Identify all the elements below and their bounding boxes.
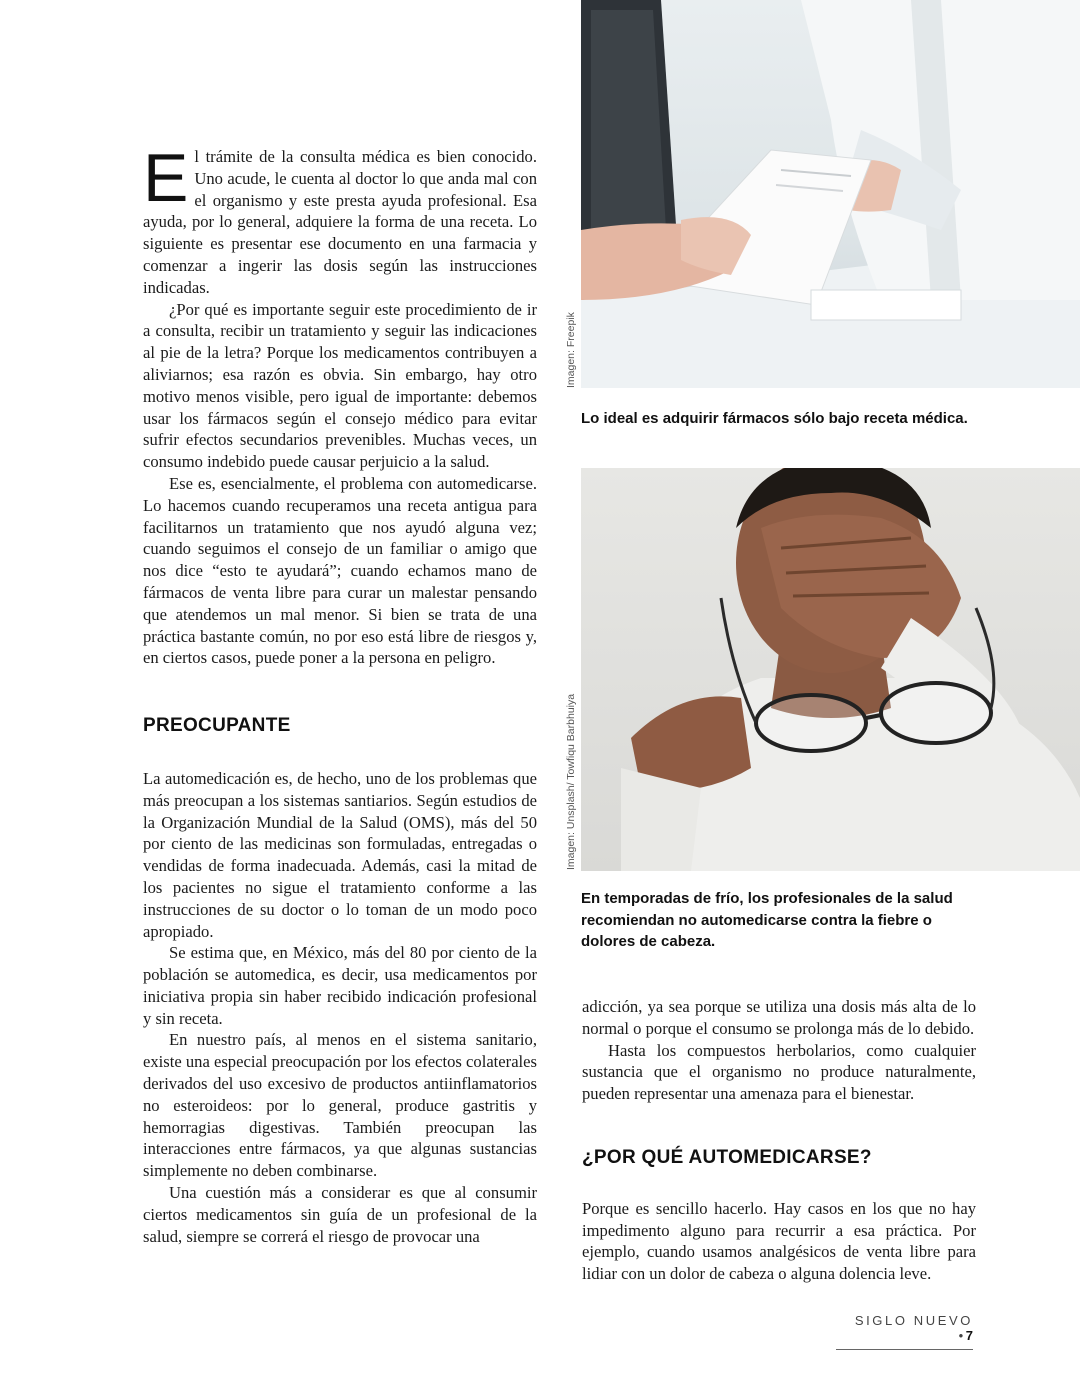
intro-text: l trámite de la consulta médica es bien conocido. Uno acude, le cuenta al doctor lo que anda mal con el organismo y este presta ayuda profesional. Esa ayuda, por lo general, adquiere la forma de una receta. Lo siguiente es presentar ese documento en una farmacia y comenzar a ingerir las dosis según las instrucciones indicadas. xyxy=(143,147,537,297)
photo-credit-2: Imagen: Unsplash/ Towfiqu Barbhuiya xyxy=(565,693,577,870)
paragraph-2: ¿Por qué es importante seguir este procedimiento de ir a consulta, recibir un tratamiento y seguir las indicaciones al pie de la letra? Porque los medicamentos contribuyen a aliviarnos; esa razón es obvia. Sin embargo, hay otro motivo menos visible, pero igual de importante: debemos usar los fármacos según el consejo médico para evitar sufrir efectos secundarios prevenibles. Muchas veces, un consumo indebido puede causar perjuicio a la salud. xyxy=(143,299,537,472)
drop-cap: E xyxy=(143,140,189,216)
article-left-column xyxy=(143,140,537,1247)
paragraph-3: Ese es, esencialmente, el problema con automedicarse. Lo hacemos cuando recuperamos una receta antigua para facilitarnos un tratamiento que nos ayudó alguna vez; cuando seguimos el consejo de un familiar o amigo que nos dice “esto te ayudará”; cuando echamos mano de fármacos de venta libre para curar un malestar pensando que atendemos un mal menor. Si bien se trata de una práctica bastante común, no por eso está libre de riesgos y, en ciertos casos, puede poner a la persona en peligro. xyxy=(143,473,537,668)
magazine-name: SIGLO NUEVO xyxy=(854,1313,973,1328)
section-title-por-que: ¿POR QUÉ AUTOMEDICARSE? xyxy=(582,1146,872,1168)
photo-prescription xyxy=(581,0,1080,388)
photo-credit-1: Imagen: Freepik xyxy=(565,312,577,388)
prescription-illustration xyxy=(581,0,1080,388)
photo-caption-1: Lo ideal es adquirir fármacos sólo bajo receta médica. xyxy=(581,410,968,427)
section-title-preocupante: PREOCUPANTE xyxy=(143,715,291,737)
page-number: 7 xyxy=(965,1328,973,1343)
section1-paragraph-4-continued: adicción, ya sea porque se utiliza una dosis más alta de lo normal o porque el consumo se prolonga más de lo debido. xyxy=(582,997,976,1038)
footer-separator: • xyxy=(958,1328,966,1343)
article-right-column xyxy=(582,996,976,1285)
intro-paragraph xyxy=(143,140,537,299)
section1-paragraph-4: Una cuestión más a considerar es que al consumir ciertos medicamentos sin guía de un profesional de la salud, siempre se correrá el riesgo de provocar una xyxy=(143,1183,537,1246)
section1-paragraph-2: Se estima que, en México, más del 80 por ciento de la población se automedica, es decir, usa medicamentos por iniciativa propia sin haber recibido indicación profesional y sin receta. xyxy=(143,943,537,1028)
section1-paragraph-3: En nuestro país, al menos en el sistema sanitario, existe una especial preocupación por los efectos colaterales derivados del uso excesivo de productos antiinflamatorios no esteroideos: por lo general, produce gastritis y hemorragias digestivas. También preocupan las interacciones entre fármacos, ya que algunas sustancias simplemente no deben combinarse. xyxy=(143,1030,537,1181)
man-glasses-illustration xyxy=(581,468,1080,871)
section1-paragraph-1: La automedicación es, de hecho, uno de los problemas que más preocupan a los sistemas santiarios. Según estudios de la Organización Mundial de la Salud (OMS), más del 50 por ciento de las medicinas son formuladas, entregadas o vendidas de forma inadecuada. Además, casi la mitad de los pacientes no sigue el tratamiento conforme a las instrucciones de su doctor o lo toman de un modo poco apropiado. xyxy=(143,768,537,941)
section1-paragraph-5: Hasta los compuestos herbolarios, como cualquier sustancia que el organismo no produce naturalmente, pueden representar una amenaza para el bienestar. xyxy=(582,1040,976,1104)
photo-caption-2: En temporadas de frío, los profesionales de la salud recomiendan no automedicarse contra la fiebre o dolores de cabeza. xyxy=(581,890,953,950)
photo-man-glasses xyxy=(581,468,1080,871)
section2-paragraph-1: Porque es sencillo hacerlo. Hay casos en los que no hay impedimento alguno para recurrir a esa práctica. Por ejemplo, cuando usamos analgésicos de venta libre para lidiar con un dolor de cabeza o alguna dolencia leve. xyxy=(582,1198,976,1284)
page-footer xyxy=(836,1313,973,1350)
